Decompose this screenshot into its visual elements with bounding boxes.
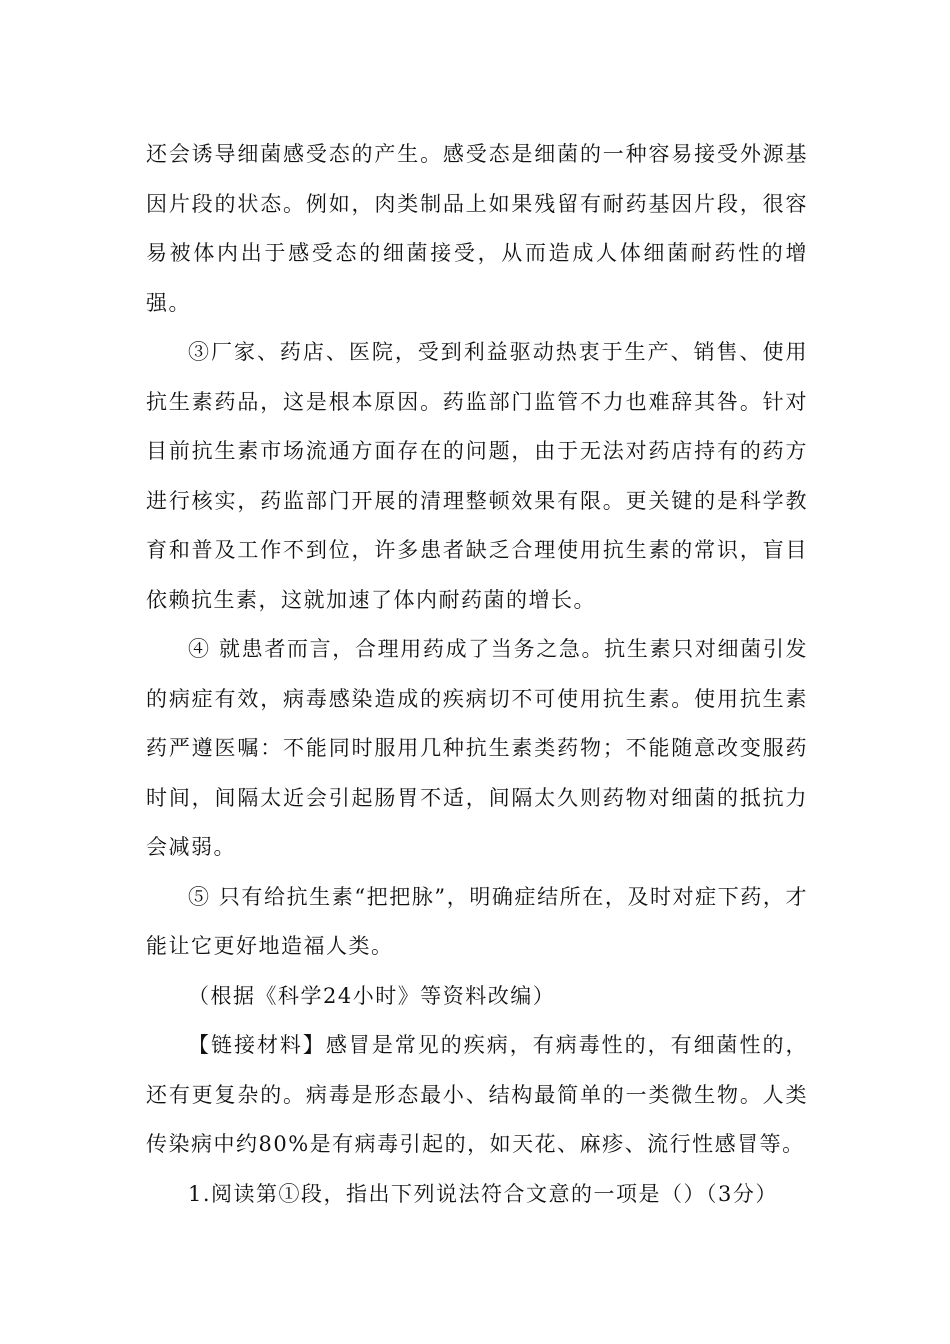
question-1: 1.阅读第①段，指出下列说法符合文意的一项是（）（3分） xyxy=(188,1181,778,1206)
link-material: 【链接材料】感冒是常见的疾病，有病毒性的，有细菌性的，还有更复杂的。病毒是形态最小、结构最简单的一类微生物。人类传染病中约80%是有病毒引起的，如天花、麻疹、流行性感冒等。 xyxy=(146,1033,808,1156)
source-note: （根据《科学24小时》等资料改编） xyxy=(188,983,556,1008)
paragraph-4: ④ 就患者而言，合理用药成了当务之急。抗生素只对细菌引发的病症有效，病毒感染造成的疾病切不可使用抗生素。使用抗生素药严遵医嘱：不能同时服用几种抗生素类药物；不能随意改变服药时间，间隔太近会引起肠胃不适，间隔太久则药物对细菌的抵抗力会减弱。 xyxy=(146,637,808,859)
paragraph-3: ③厂家、药店、医院，受到利益驱动热衷于生产、销售、使用抗生素药品，这是根本原因。药监部门监管不力也难辞其咎。针对目前抗生素市场流通方面存在的问题，由于无法对药店持有的药方进行核实，药监部门开展的清理整顿效果有限。更关键的是科学教育和普及工作不到位，许多患者缺乏合理使用抗生素的常识，盲目依赖抗生素，这就加速了体内耐药菌的增长。 xyxy=(146,340,808,612)
document-page xyxy=(146,130,808,1219)
paragraph-continuation: 还会诱导细菌感受态的产生。感受态是细菌的一种容易接受外源基因片段的状态。例如，肉类制品上如果残留有耐药基因片段，很容易被体内出于感受态的细菌接受，从而造成人体细菌耐药性的增强。 xyxy=(146,142,808,315)
paragraph-5: ⑤ 只有给抗生素“把把脉”，明确症结所在，及时对症下药，才能让它更好地造福人类。 xyxy=(146,884,808,958)
